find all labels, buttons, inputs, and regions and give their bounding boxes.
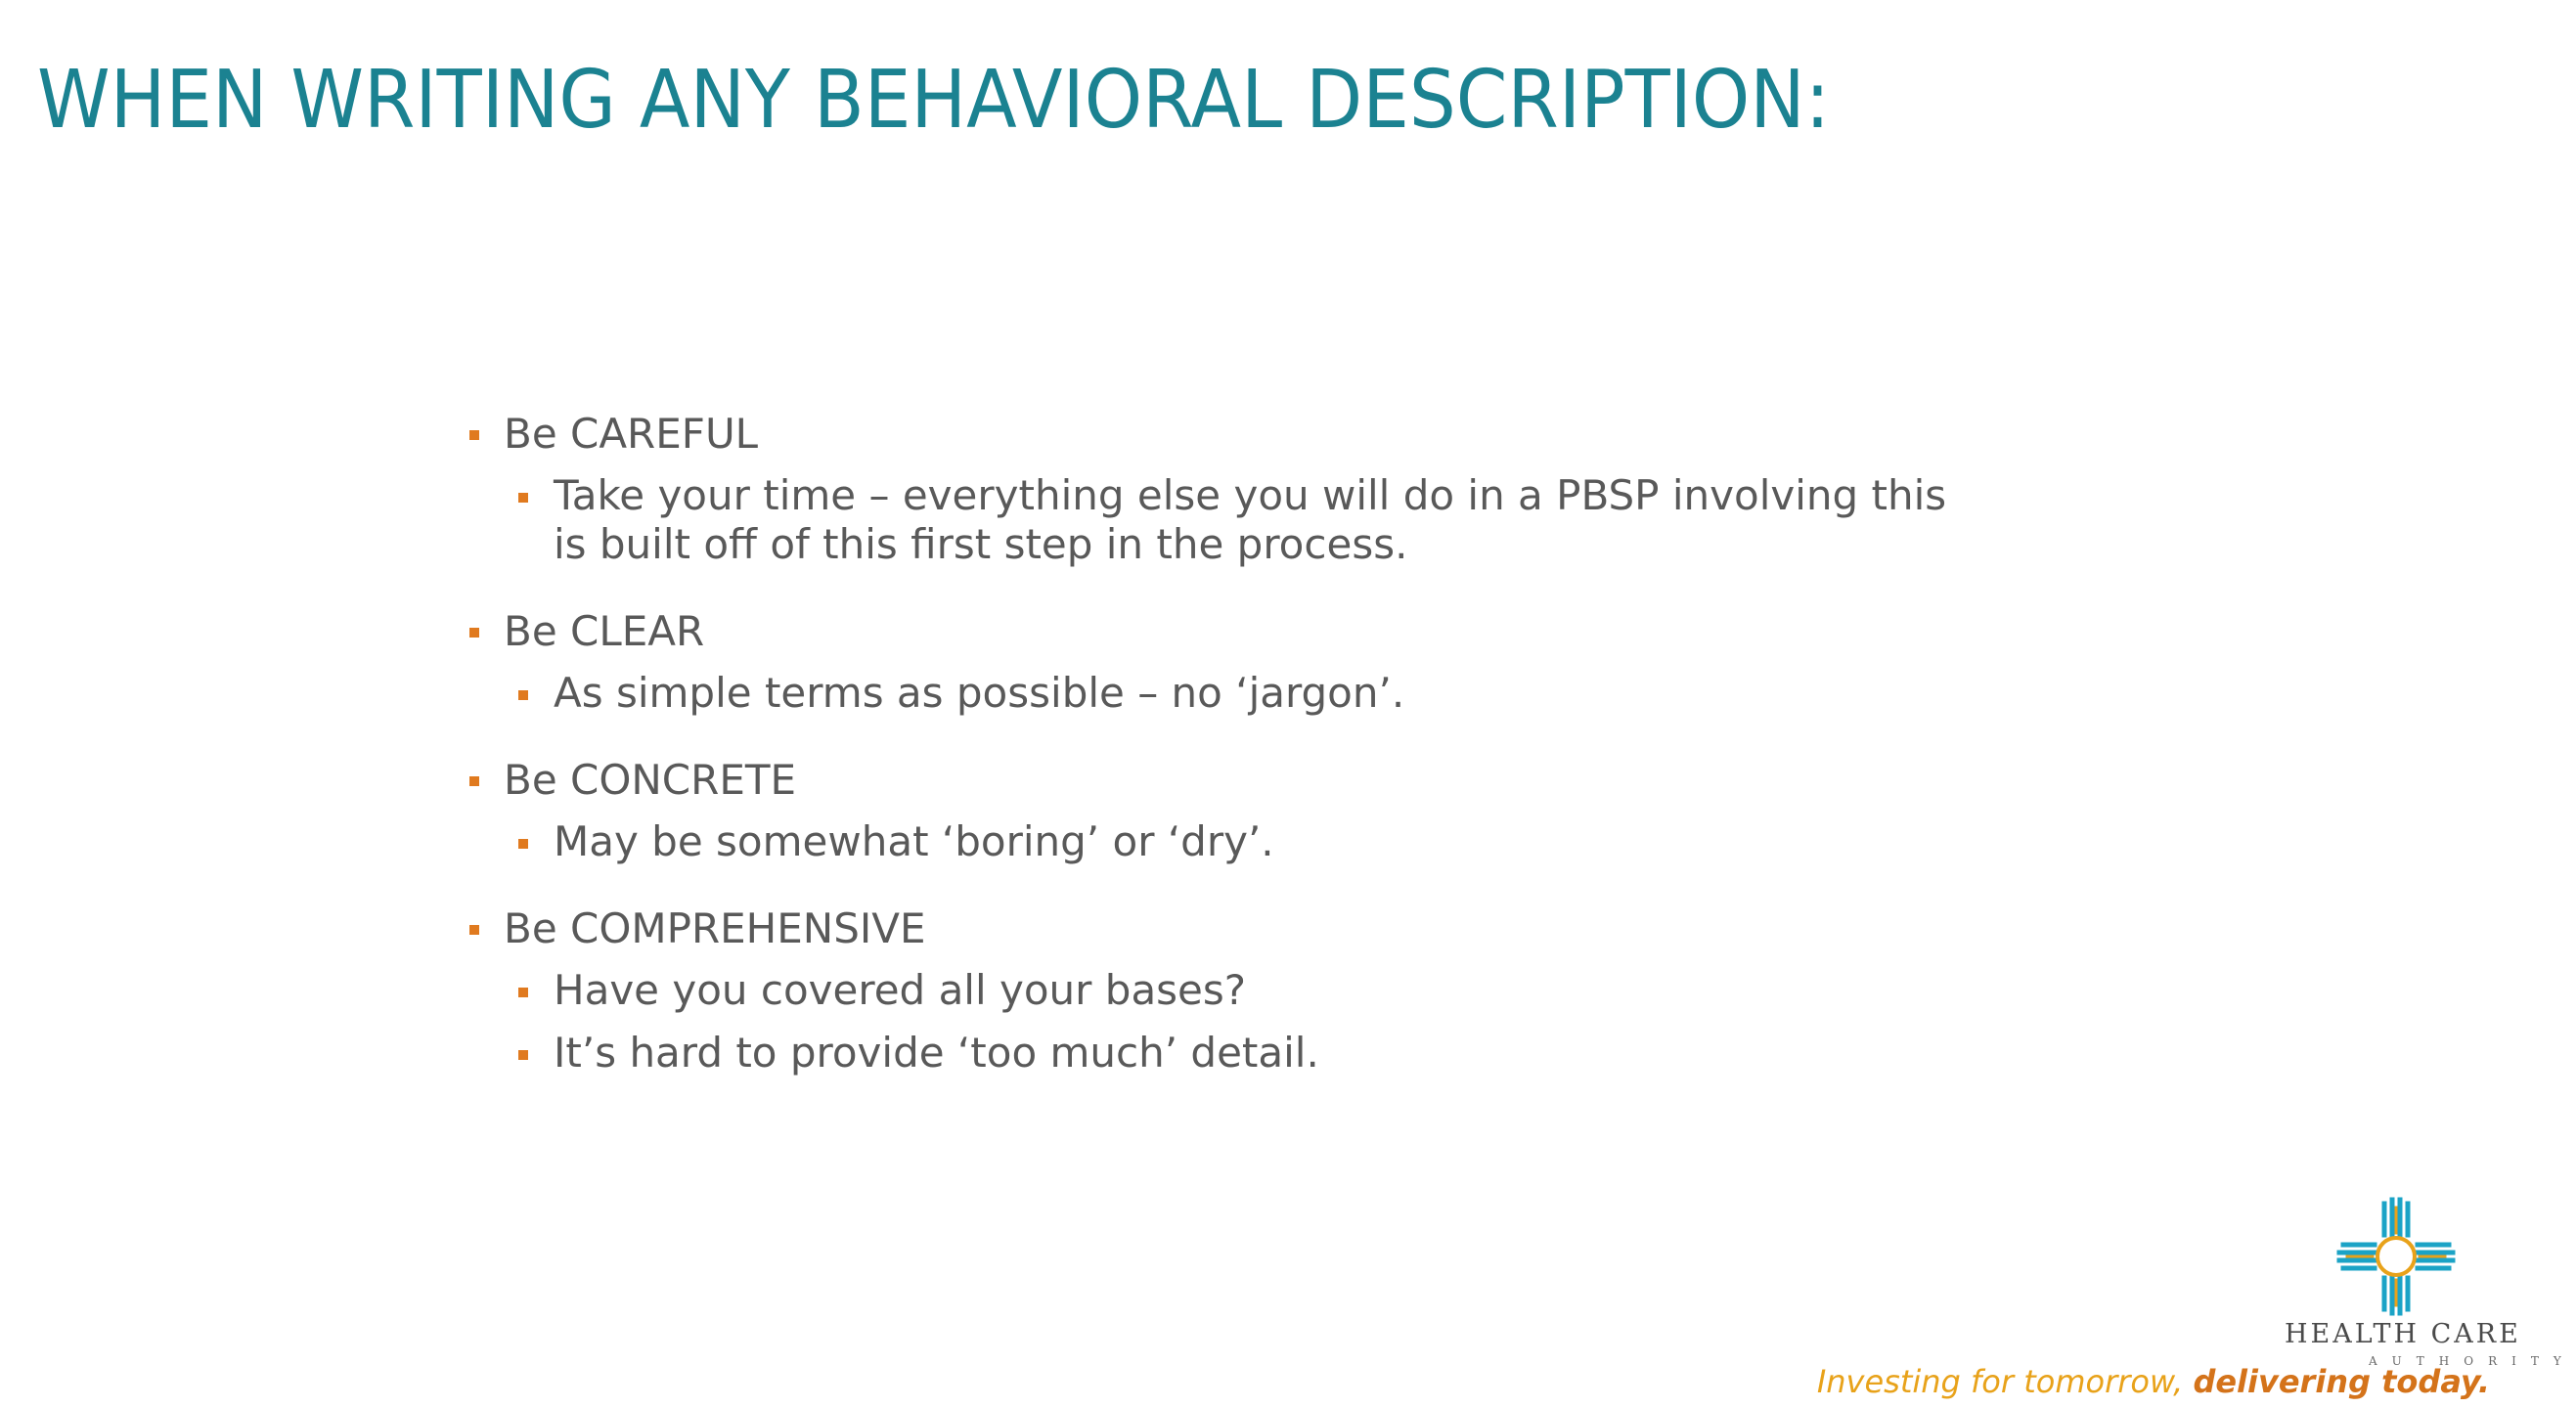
sub-bullet-text: Take your time – everything else you will do in a PBSP involving this is built off of this first step in the process. [554, 471, 1947, 568]
square-bullet-icon [518, 1050, 528, 1060]
sub-bullet-item [467, 471, 1972, 569]
bullet-label: Be COMPREHENSIVE [504, 904, 926, 952]
sub-bullet-item [467, 817, 1972, 866]
tagline-part-2: delivering today. [2193, 1363, 2490, 1400]
sub-bullet-text: Have you covered all your bases? [554, 966, 1247, 1014]
sub-bullet-item [467, 966, 1972, 1015]
square-bullet-icon [518, 493, 528, 503]
sub-bullet-item [467, 1029, 1972, 1078]
sub-bullet-text: May be somewhat ‘boring’ or ‘dry’. [554, 817, 1274, 865]
sub-bullet-text: It’s hard to provide ‘too much’ detail. [554, 1029, 1319, 1077]
square-bullet-icon [469, 776, 479, 786]
square-bullet-icon [518, 988, 528, 997]
health-care-authority-logo [2279, 1198, 2576, 1384]
square-bullet-icon [469, 628, 479, 638]
slide-title: WHEN WRITING ANY BEHAVIORAL DESCRIPTION: [37, 54, 1831, 147]
bullet-list [467, 409, 1993, 1091]
square-bullet-icon [518, 690, 528, 700]
bullet-item [467, 606, 1993, 657]
sub-bullet-item [467, 669, 1972, 718]
bullet-label: Be CLEAR [504, 607, 705, 655]
bullet-item [467, 409, 1993, 460]
zia-sun-symbol-icon [2337, 1198, 2455, 1315]
bullet-item [467, 755, 1993, 806]
bullet-label: Be CONCRETE [504, 756, 797, 804]
square-bullet-icon [518, 839, 528, 849]
bullet-label: Be CAREFUL [504, 410, 759, 458]
bullet-item [467, 903, 1993, 954]
logo-subtitle: AUTHORITY [2369, 1354, 2576, 1368]
logo-name: HEALTH CARE [2285, 1319, 2521, 1349]
sub-bullet-text: As simple terms as possible – no ‘jargon’. [554, 669, 1405, 717]
square-bullet-icon [469, 925, 479, 935]
tagline [1817, 1363, 2490, 1400]
square-bullet-icon [469, 430, 479, 440]
tagline-part-1: Investing for tomorrow, [1816, 1363, 2194, 1400]
